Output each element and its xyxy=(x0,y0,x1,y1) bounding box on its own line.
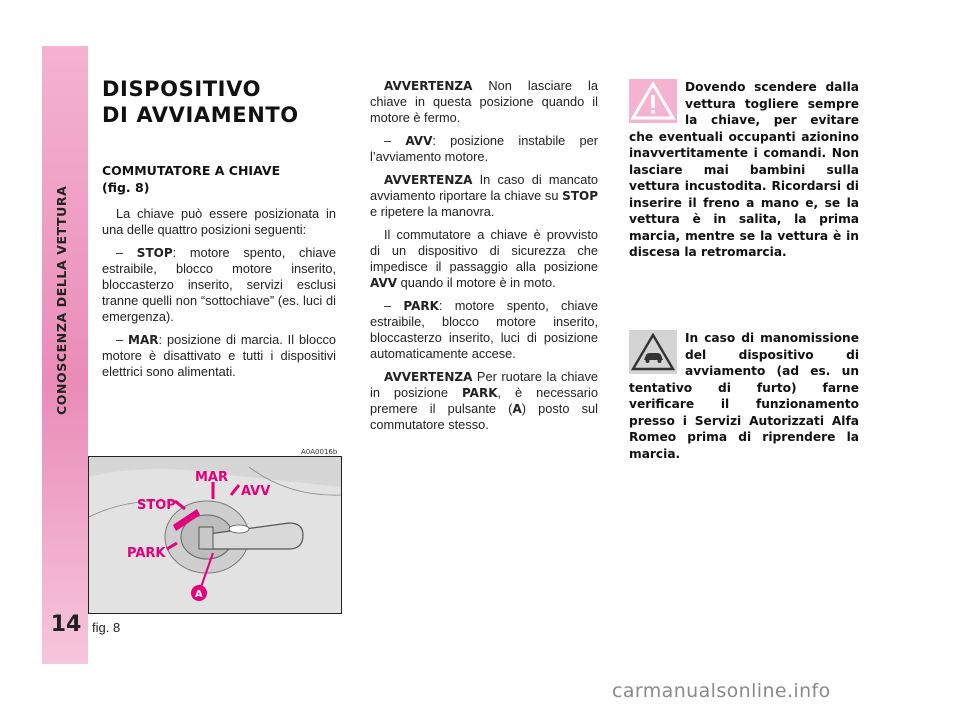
fig-label-avv: AVV xyxy=(241,484,271,499)
subtitle-text: COMMUTATORE A CHIAVE xyxy=(102,163,281,178)
fig-label-a: A xyxy=(195,589,203,600)
mar-key: MAR xyxy=(128,333,159,347)
fig-label-mar: MAR xyxy=(195,470,229,485)
stop-key: STOP xyxy=(136,246,173,260)
car-warning-icon xyxy=(629,330,677,374)
mar-paragraph: – MAR: posizione di marcia. Il blocco motore è disattivato e tutti i dispositivi elettrici sono alimentati. xyxy=(102,332,336,379)
warning-paragraph-3: AVVERTENZA Per ruotare la chiave in posizione PARK, è necessario premere il pulsante (A) posto sul commutatore stesso. xyxy=(370,369,598,432)
fig-label-stop: STOP xyxy=(137,498,176,513)
watermark: carmanualsonline.info xyxy=(612,680,831,702)
warning-box-exit xyxy=(629,79,859,261)
triangle-warning-icon xyxy=(629,79,677,123)
page-title-line1: DISPOSITIVO xyxy=(102,77,262,101)
page-title-line2: DI AVVIAMENTO xyxy=(102,103,299,127)
page-number: 14 xyxy=(50,612,82,637)
warning-exit-text: Dovendo scendere dalla vettura togliere sempre la chiave, per evitare che eventuali occupanti azionino inavvertitamente i comandi. Non lasciare mai bambini sulla vettura incustodita. Ricordarsi di inserire il freno a mano e, se la vettura è in salita, la prima marcia, mentre se la vettura è in discesa la retromarcia. xyxy=(629,80,859,259)
page-title xyxy=(102,76,342,128)
warning-paragraph-1: AVVERTENZA Non lasciare la chiave in questa posizione quando il motore è fermo. xyxy=(370,78,598,125)
park-paragraph: – PARK: motore spento, chiave estraibile, blocco motore inserito, bloccasterzo inserito, luci di posizione automaticamente accese. xyxy=(370,298,598,361)
column-middle xyxy=(370,78,598,440)
safety-paragraph: Il commutatore a chiave è provvisto di un dispositivo di sicurezza che impedisce il passaggio alla posizione AVV quando il motore è in moto. xyxy=(370,227,598,290)
intro-paragraph: La chiave può essere posizionata in una delle quattro posizioni seguenti: xyxy=(102,206,336,237)
stop-paragraph: – STOP: motore spento, chiave estraibile, blocco motore inserito, bloccasterzo inserito, servizi esclusi tranne quelli non “sottochiave” (es. luci di emergenza). xyxy=(102,245,336,324)
warning-box-tamper xyxy=(629,330,859,462)
figure-code: A0A0016b xyxy=(301,448,338,456)
section-title: CONOSCENZA DELLA VETTURA xyxy=(54,185,69,415)
avv-paragraph: – AVV: posizione instabile per l’avviamento motore. xyxy=(370,133,598,164)
fig-ref-link[interactable]: fig. 8 xyxy=(107,180,144,195)
warning-tamper-text: In caso di manomissione del dispositivo di avviamento (ad es. un tentativo di furto) farne verificare il funzionamento presso i Servizi Autorizzati Alfa Romeo prima di riprendere la marcia. xyxy=(629,331,859,461)
fig-label-park: PARK xyxy=(127,546,166,561)
figure-caption: fig. 8 xyxy=(92,620,121,635)
park-key: PARK xyxy=(403,299,439,313)
column-left xyxy=(102,206,336,387)
avv-key: AVV xyxy=(405,134,433,148)
ignition-switch-figure xyxy=(88,456,342,614)
section-subtitle xyxy=(102,162,342,196)
subtitle-fig-ref: (fig. 8) xyxy=(102,180,150,195)
warning-paragraph-2: AVVERTENZA In caso di mancato avviamento riportare la chiave su STOP e ripetere la manovra. xyxy=(370,172,598,219)
